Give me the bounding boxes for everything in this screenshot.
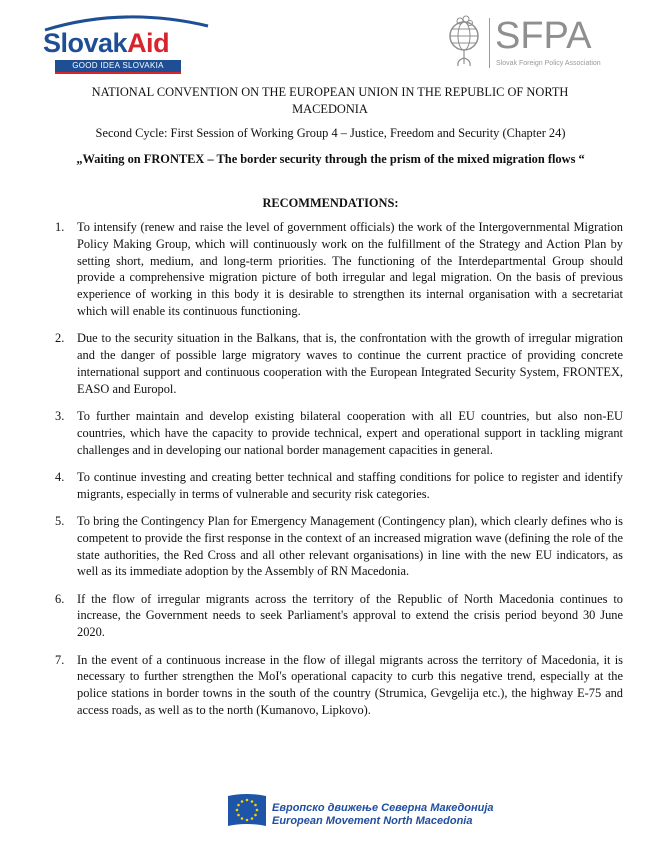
recommendation-item: [55, 219, 623, 320]
recommendation-item: [55, 513, 623, 580]
globe-flower-emblem-icon: [443, 14, 485, 72]
recommendation-item: [55, 408, 623, 458]
item-number: 4.: [55, 469, 65, 484]
item-text: To continue investing and creating better technical and staffing conditions for police to register and identify migrants, especially in terms of vulnerable and security risk categories.: [77, 469, 623, 501]
sfpa-wordmark: SFPA: [495, 15, 592, 57]
recommendation-item: [55, 652, 623, 719]
item-number: 6.: [55, 591, 65, 606]
eu-flag-icon: [226, 792, 268, 830]
recommendation-item: [55, 469, 623, 503]
logo-divider: [489, 18, 490, 68]
recommendation-item: [55, 591, 623, 641]
recommendations-heading: RECOMMENDATIONS:: [262, 196, 399, 210]
item-text: In the event of a continuous increase in the flow of illegal migrants across the territory of Macedonia, it is necessary to further strengthen the MoI's operational capacity to curb this negative trend, especially at the police stations in border towns in the south of the country (Strumica, Gevgelija etc.), the highway E-75 and access roads, as well as to the north (Kumanovo, Lipkovo).: [77, 652, 623, 717]
recommendations-list: [55, 219, 623, 729]
slovakaid-tagline: GOOD IDEA SLOVAKIA: [55, 60, 181, 74]
sfpa-logo: [443, 14, 623, 72]
item-number: 5.: [55, 513, 65, 528]
item-text: To bring the Contingency Plan for Emergency Management (Contingency plan), which clearly defines who is competent to provide the first response in the context of an increased migration wave (defining the role of the state authorities, the Red Cross and all other relevant organisations) in line with the new EU indicators, as well as its immediate adoption by the Assembly of RN Macedonia.: [77, 513, 623, 579]
european-movement-mk: Европско движење Северна Македонија: [272, 802, 494, 814]
item-number: 2.: [55, 331, 65, 346]
european-movement-en: European Movement North Macedonia: [272, 815, 473, 827]
item-text: If the flow of irregular migrants across the territory of the Republic of North Macedonia continues to increase, the Government needs to seek Parliament's approval to extend the crisis period beyond 30 June 2020.: [77, 591, 623, 640]
slovakaid-logo: [35, 12, 220, 74]
european-movement-text: [272, 802, 494, 828]
item-number: 7.: [55, 652, 65, 667]
recommendation-item: [55, 330, 623, 397]
sfpa-subtitle: Slovak Foreign Policy Association: [496, 60, 601, 67]
european-movement-logo: [226, 792, 496, 834]
item-text: To intensify (renew and raise the level of government officials) the work of the Intergovernmental Migration Policy Making Group, which will continuously work on the fulfillment of the Strategy and Action Plan by setting short, medium, and long-term priorities. The functioning of the Interdepartmental Group should provide a comprehensive migration picture of both irregular and legal migration. On the basis of previous experience of working in this body it is desirable to strengthen its internal organisation with a secretariat which will enable its continuous functioning.: [77, 220, 623, 318]
document-title: NATIONAL CONVENTION ON THE EUROPEAN UNION IN THE REPUBLIC OF NORTH MACEDONIA: [91, 85, 569, 116]
document-subtitle: Second Cycle: First Session of Working Group 4 – Justice, Freedom and Security (Chapter 24): [95, 126, 566, 140]
event-title: „Waiting on FRONTEX – The border security through the prism of the mixed migration flows “: [76, 152, 585, 166]
item-number: 1.: [55, 220, 65, 234]
item-text: Due to the security situation in the Balkans, that is, the confrontation with the growth of irregular migration and the danger of possible large migratory waves to continue the current practice of providing concrete international support and continuous cooperation with the European Integrated Security System, FRONTEX, EASO and Europol.: [77, 331, 623, 396]
item-number: 3.: [55, 408, 65, 423]
page-header: [0, 0, 661, 80]
item-text: To further maintain and develop existing bilateral cooperation with all EU countries, but also non-EU countries, which have the capacity to provide technical, expert and operational support in tackling migrant challenges and in developing our national border management capacities in general.: [77, 408, 623, 457]
slovakaid-wordmark: SlovakAid: [43, 28, 170, 58]
